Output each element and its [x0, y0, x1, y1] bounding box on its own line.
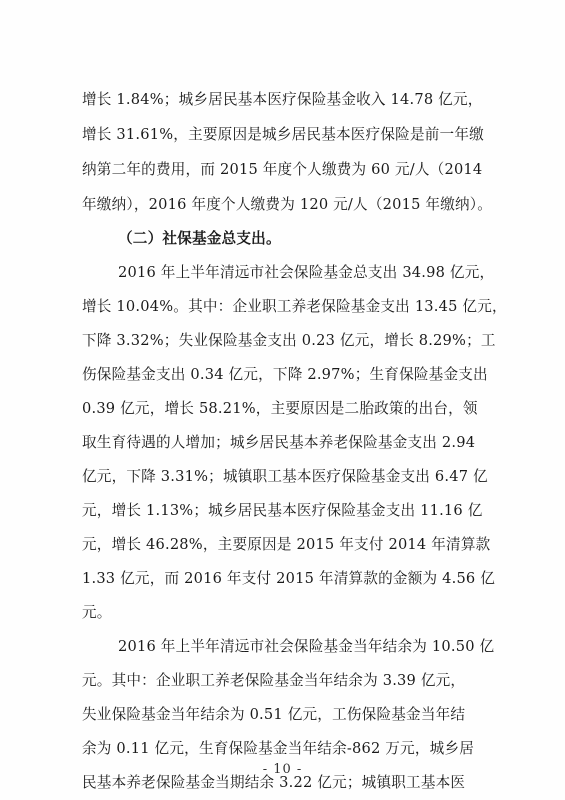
- paragraph-line: 增长 10.04%。其中：企业职工养老保险基金支出 13.45 亿元，: [82, 298, 507, 315]
- paragraph-line: 0.39 亿元，增长 58.21%，主要原因是二胎政策的出台，领: [82, 400, 478, 417]
- paragraph-line: 元。其中：企业职工养老保险基金当年结余为 3.39 亿元，: [82, 672, 466, 689]
- paragraph-line: 元，增长 46.28%，主要原因是 2015 年支付 2014 年清算款: [82, 536, 491, 553]
- paragraph-line: 1.33 亿元，而 2016 年支付 2015 年清算款的金额为 4.56 亿: [82, 570, 496, 587]
- paragraph-line: 余为 0.11 亿元，生育保险基金当年结余-862 万元，城乡居: [82, 740, 475, 757]
- paragraph-line: 取生育待遇的人增加；城乡居民基本养老保险基金支出 2.94: [82, 434, 476, 451]
- paragraph-line: 纳第二年的费用，而 2015 年度个人缴费为 60 元/人（2014: [82, 161, 483, 178]
- paragraph-line: 2016 年上半年清远市社会保险基金当年结余为 10.50 亿: [118, 638, 495, 655]
- paragraph-line: 2016 年上半年清远市社会保险基金总支出 34.98 亿元，: [118, 264, 495, 281]
- paragraph-line: 增长 31.61%，主要原因是城乡居民基本医疗保险是前一年缴: [82, 126, 484, 143]
- page-number: - 10 -: [262, 762, 303, 777]
- paragraph-line: 民基本养老保险基金当期结余 3.22 亿元；城镇职工基本医: [82, 774, 466, 791]
- paragraph-line: 下降 3.32%；失业保险基金支出 0.23 亿元，增长 8.29%；工: [82, 332, 496, 349]
- paragraph-line: 亿元，下降 3.31%；城镇职工基本医疗保险基金支出 6.47 亿: [82, 468, 488, 485]
- paragraph-line: 失业保险基金当年结余为 0.51 亿元，工伤保险基金当年结: [82, 706, 466, 723]
- section-heading: （二）社保基金总支出。: [118, 230, 281, 247]
- paragraph-line: 伤保险基金支出 0.34 亿元，下降 2.97%；生育保险基金支出: [82, 366, 488, 383]
- paragraph-line: 年缴纳），2016 年度个人缴费为 120 元/人（2015 年缴纳）。: [82, 196, 493, 213]
- paragraph-line: 增长 1.84%；城乡居民基本医疗保险基金收入 14.78 亿元，: [82, 91, 483, 108]
- paragraph-line: 元。: [82, 604, 112, 621]
- paragraph-line: 元，增长 1.13%；城乡居民基本医疗保险基金支出 11.16 亿: [82, 502, 483, 519]
